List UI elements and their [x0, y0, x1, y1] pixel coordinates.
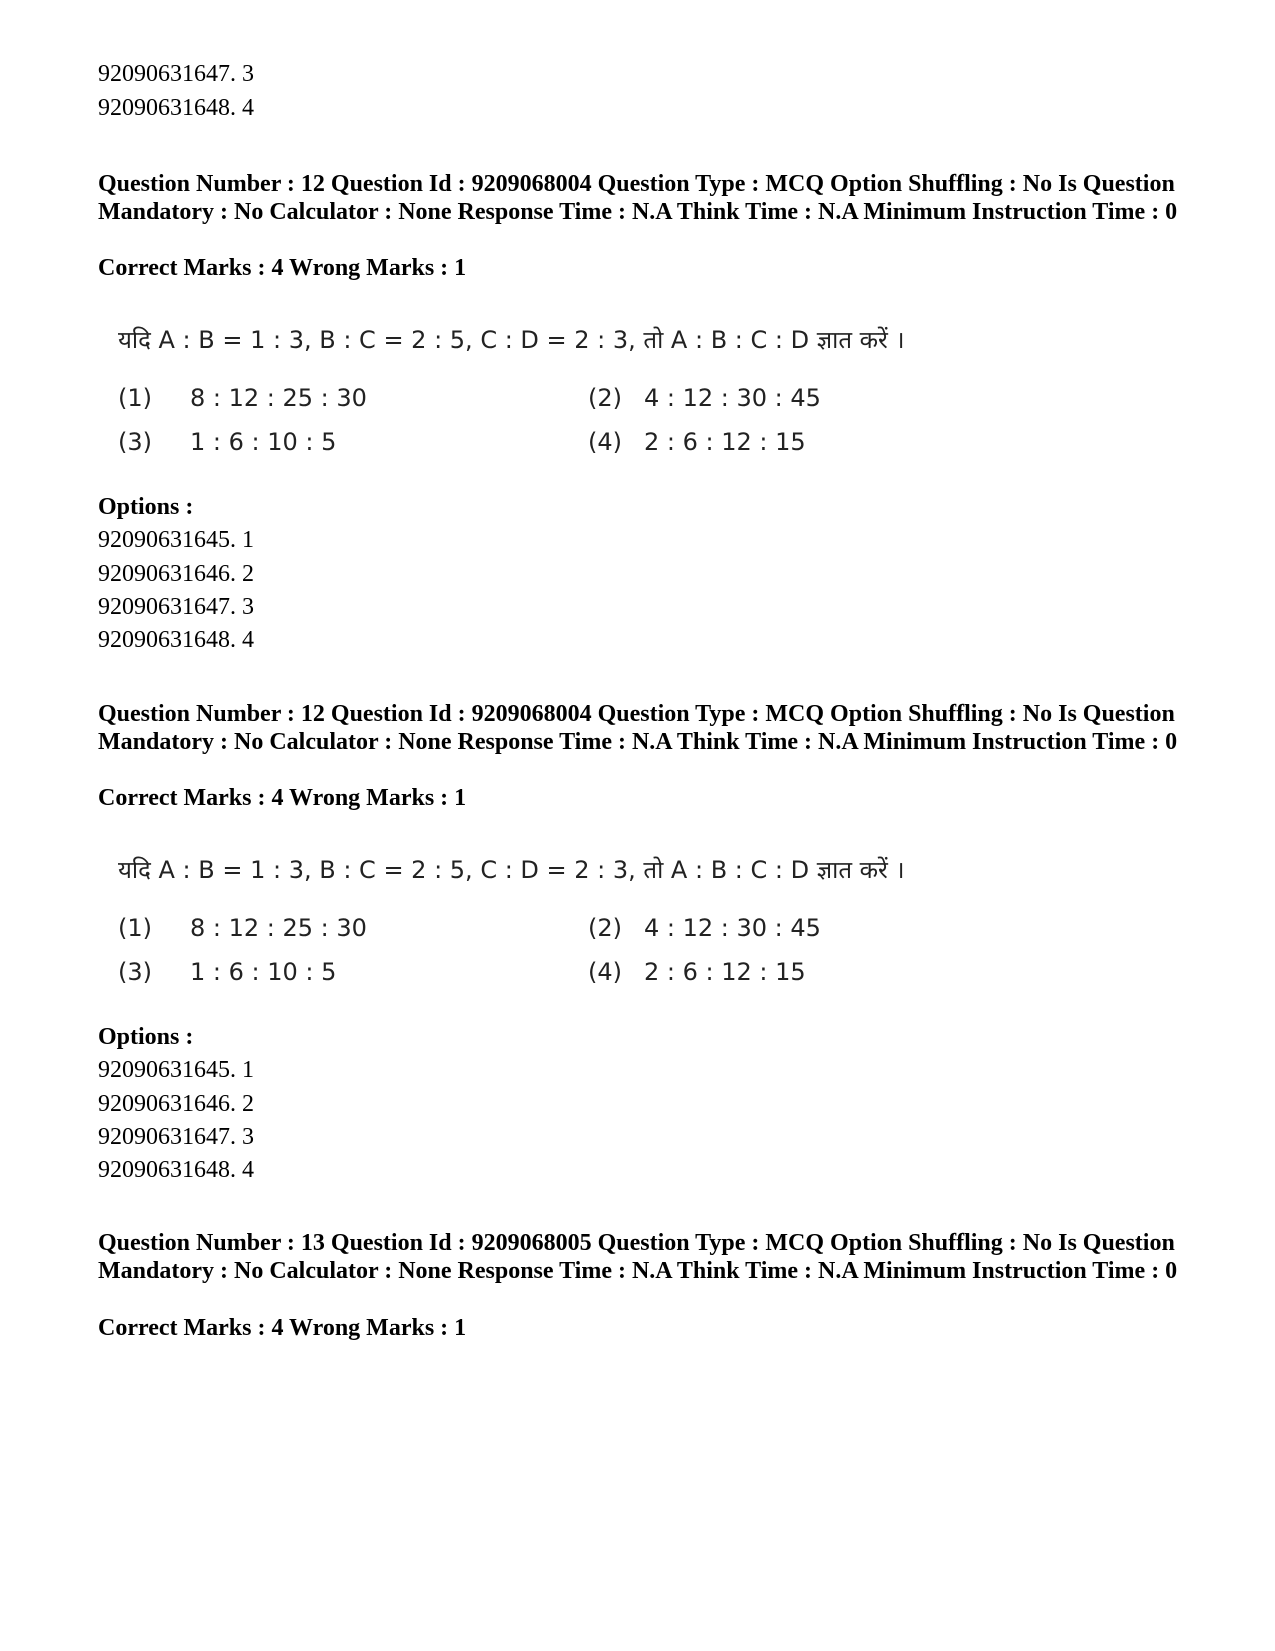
- option-line: 92090631645. 1: [98, 527, 254, 553]
- choice-text: 8 : 12 : 25 : 30: [190, 384, 367, 412]
- marks-line: Correct Marks : 4 Wrong Marks : 1: [98, 1315, 467, 1341]
- choice-text: 2 : 6 : 12 : 15: [644, 428, 806, 456]
- option-line: 92090631647. 3: [98, 1124, 254, 1150]
- choice-text: 1 : 6 : 10 : 5: [190, 958, 337, 986]
- choice-text: 8 : 12 : 25 : 30: [190, 914, 367, 942]
- question-stem: यदि A : B = 1 : 3, B : C = 2 : 5, C : D = 2 : 3, तो A : B : C : D ज्ञात करें ।: [118, 326, 905, 354]
- options-label: Options :: [98, 494, 194, 520]
- question-header: Question Number : 12 Question Id : 9209068004 Question Type : MCQ Option Shuffling : No Is Question Mandatory : No Calculator : None Response Time : N.A Think Time : N.A Minimum Instruction Time : 0: [98, 171, 1178, 225]
- choice-text: 4 : 12 : 30 : 45: [644, 914, 821, 942]
- choice-number: (1): [118, 384, 152, 412]
- choice-number: (3): [118, 958, 152, 986]
- choice-1: [118, 913, 367, 943]
- choice-4: [588, 957, 806, 987]
- option-line: 92090631648. 4: [98, 627, 254, 653]
- question-stem: यदि A : B = 1 : 3, B : C = 2 : 5, C : D = 2 : 3, तो A : B : C : D ज्ञात करें ।: [118, 856, 905, 884]
- choice-3: [118, 957, 336, 987]
- choice-number: (2): [588, 914, 622, 942]
- choice-number: (1): [118, 914, 152, 942]
- option-line: 92090631648. 4: [98, 95, 254, 121]
- option-line: 92090631647. 3: [98, 61, 254, 87]
- marks-line: Correct Marks : 4 Wrong Marks : 1: [98, 255, 467, 281]
- question-header: Question Number : 13 Question Id : 9209068005 Question Type : MCQ Option Shuffling : No Is Question Mandatory : No Calculator : None Response Time : N.A Think Time : N.A Minimum Instruction Time : 0: [98, 1230, 1178, 1284]
- choice-1: [118, 383, 367, 413]
- option-line: 92090631648. 4: [98, 1157, 254, 1183]
- choice-number: (4): [588, 958, 622, 986]
- question-image: [118, 855, 905, 995]
- marks-line: Correct Marks : 4 Wrong Marks : 1: [98, 785, 467, 811]
- choice-text: 1 : 6 : 10 : 5: [190, 428, 337, 456]
- question-header: Question Number : 12 Question Id : 9209068004 Question Type : MCQ Option Shuffling : No Is Question Mandatory : No Calculator : None Response Time : N.A Think Time : N.A Minimum Instruction Time : 0: [98, 701, 1178, 755]
- choice-number: (2): [588, 384, 622, 412]
- option-line: 92090631647. 3: [98, 594, 254, 620]
- option-line: 92090631646. 2: [98, 1091, 254, 1117]
- choice-2: [588, 383, 821, 413]
- choice-number: (4): [588, 428, 622, 456]
- option-line: 92090631646. 2: [98, 561, 254, 587]
- choice-3: [118, 427, 336, 457]
- choice-2: [588, 913, 821, 943]
- choice-4: [588, 427, 806, 457]
- choice-text: 4 : 12 : 30 : 45: [644, 384, 821, 412]
- options-label: Options :: [98, 1024, 194, 1050]
- option-line: 92090631645. 1: [98, 1057, 254, 1083]
- choice-text: 2 : 6 : 12 : 15: [644, 958, 806, 986]
- question-image: [118, 325, 905, 465]
- choice-number: (3): [118, 428, 152, 456]
